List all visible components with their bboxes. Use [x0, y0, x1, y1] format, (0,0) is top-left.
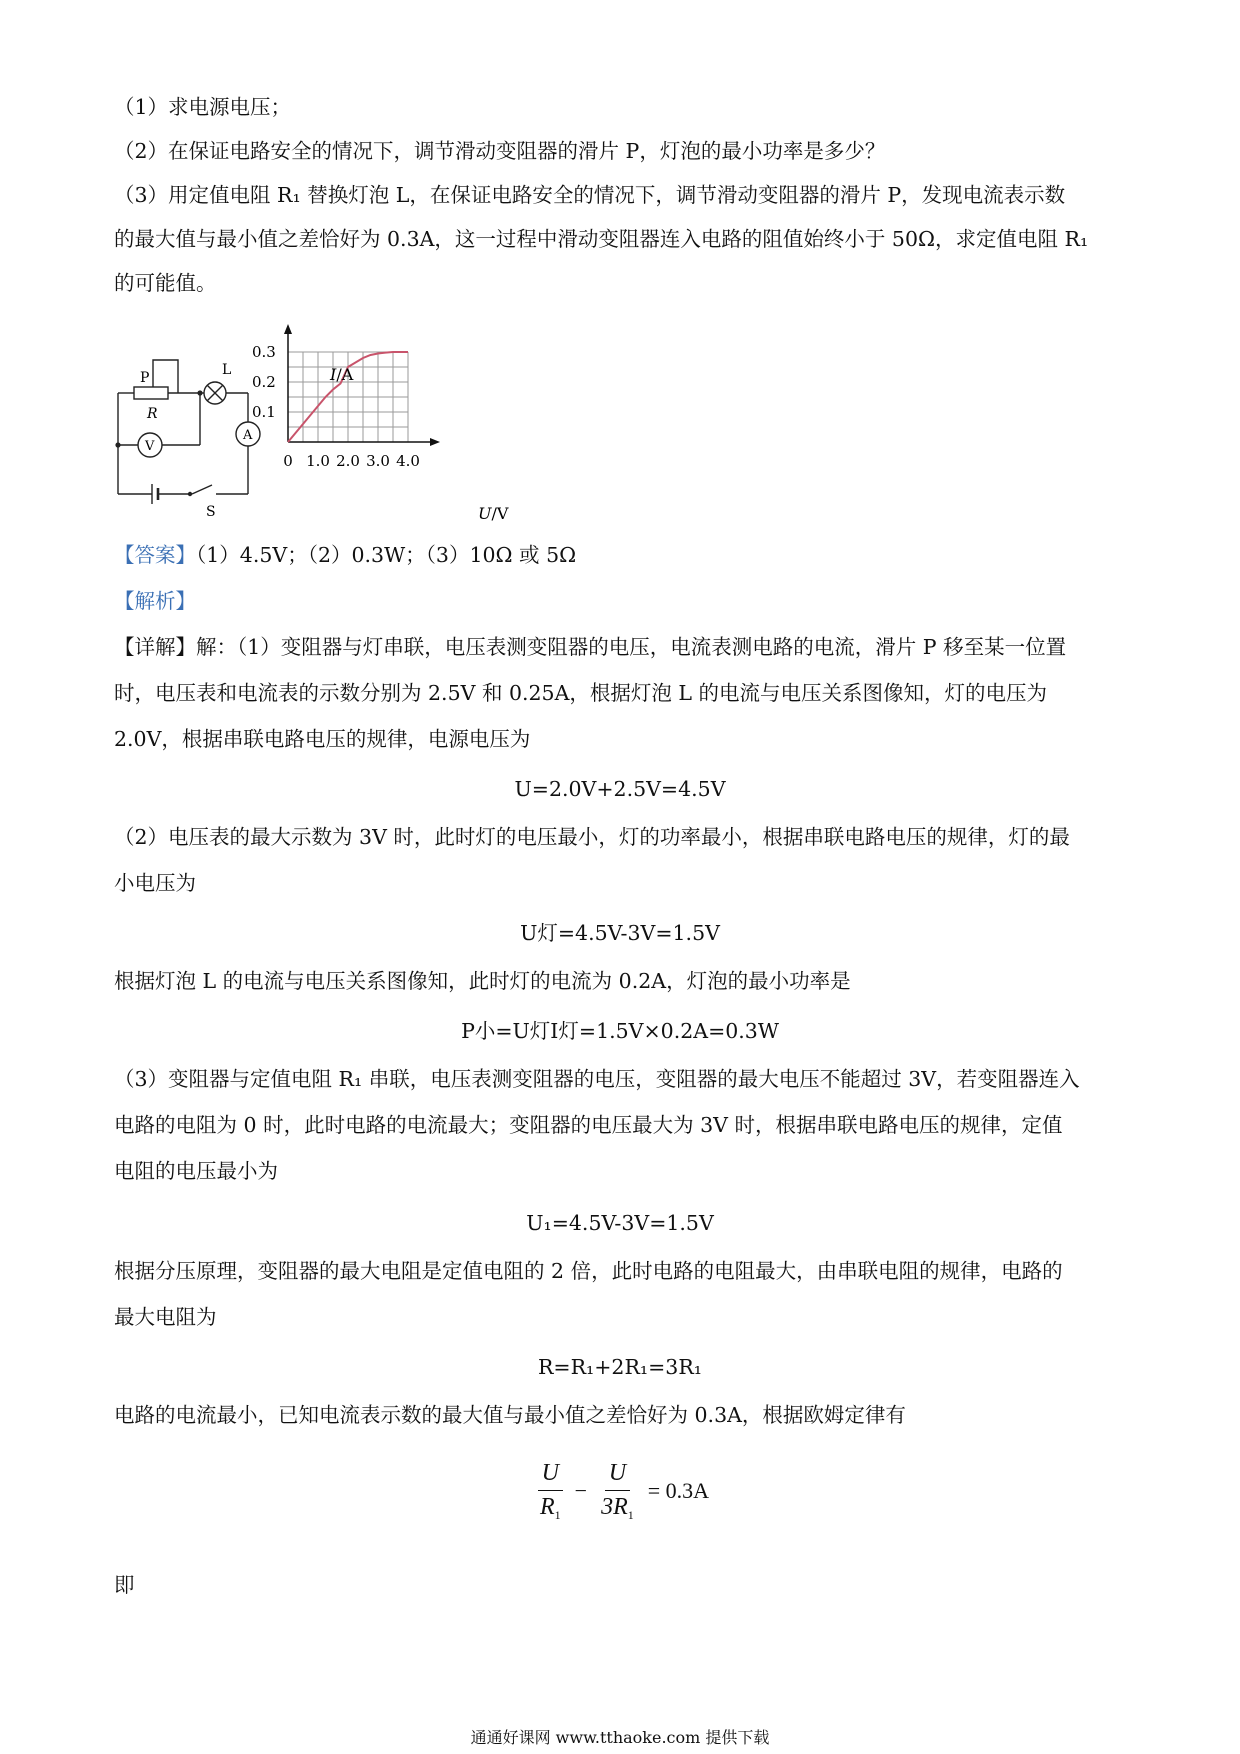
- equation-4: U₁=4.5V-3V=1.5V: [526, 1211, 714, 1235]
- answer-tag: 【答案】: [114, 543, 196, 567]
- x-tick-label: 2.0: [336, 452, 360, 470]
- question-1: （1）求电源电压；: [114, 95, 292, 119]
- label-r: R: [147, 406, 158, 422]
- detail-line-8: 电路的电阻为 0 时，此时电路的电流最大；变阻器的电压最大为 3V 时，根据串联电路电压的规律，定值: [114, 1113, 1063, 1137]
- x-axis-arrow: [430, 438, 440, 446]
- label-v: V: [145, 439, 155, 454]
- y-tick-label: 0.1: [252, 403, 276, 421]
- fraction-1: [536, 1460, 565, 1521]
- y-tick-label: 0.2: [252, 373, 276, 391]
- detail-line-12: 电路的电流最小，已知电流表示数的最大值与最小值之差恰好为 0.3A，根据欧姆定律有: [114, 1403, 906, 1427]
- equation-1: U=2.0V+2.5V=4.5V: [514, 777, 726, 801]
- label-p: P: [140, 370, 150, 386]
- chart-ticks: [252, 343, 420, 470]
- fraction-2-denominator: 3R: [601, 1494, 628, 1520]
- answer-line: [114, 540, 1125, 570]
- detail-line-13: 即: [114, 1573, 135, 1597]
- page-footer: 通通好课网 www.tthaoke.com 提供下载: [470, 1728, 770, 1747]
- fraction-1-denominator: R: [540, 1494, 555, 1520]
- y-tick-label: 0.3: [252, 343, 276, 361]
- i-u-chart: [252, 343, 522, 523]
- detail-line-11: 最大电阻为: [114, 1305, 217, 1329]
- equation-2: U灯=4.5V-3V=1.5V: [520, 921, 720, 945]
- fraction-2-subscript: 1: [627, 1508, 634, 1522]
- label-l: L: [222, 362, 232, 378]
- rheostat-body: [134, 387, 168, 399]
- equation-6: [532, 1460, 715, 1521]
- detail-line-9: 电阻的电压最小为: [114, 1159, 278, 1183]
- detail-line-2: 时，电压表和电流表的示数分别为 2.5V 和 0.25A，根据灯泡 L 的电流与电压关系图像知，灯的电压为: [114, 681, 1048, 705]
- answer-text: （1）4.5V；（2）0.3W；（3）10Ω 或 5Ω: [196, 543, 577, 567]
- detail-tag: 【详解】: [114, 635, 196, 659]
- label-a: A: [243, 428, 253, 443]
- fraction-2-numerator: U: [605, 1460, 630, 1491]
- minus-sign: −: [574, 1477, 588, 1503]
- x-tick-label: 1.0: [306, 452, 330, 470]
- chart-axes: [284, 324, 440, 446]
- fraction-1-subscript: 1: [554, 1508, 561, 1522]
- detail-line-1: [114, 632, 1125, 662]
- x-tick-label: 4.0: [396, 452, 420, 470]
- detail-line-7: （3）变阻器与定值电阻 R₁ 串联，电压表测变阻器的电压，变阻器的最大电压不能超过 3V，若变阻器连入: [114, 1067, 1080, 1091]
- label-s: S: [206, 504, 216, 520]
- detail-line-6: 根据灯泡 L 的电流与电压关系图像知，此时灯的电流为 0.2A，灯泡的最小功率是: [114, 969, 851, 993]
- equation-6-rhs: = 0.3A: [647, 1477, 710, 1503]
- detail-line-4: （2）电压表的最大示数为 3V 时，此时灯的电压最小，灯的功率最小，根据串联电路电压的规律，灯的最: [114, 825, 1070, 849]
- question-2: （2）在保证电路安全的情况下，调节滑动变阻器的滑片 P，灯泡的最小功率是多少？: [114, 139, 886, 163]
- detail-line-3: 2.0V，根据串联电路电压的规律，电源电压为: [114, 727, 531, 751]
- x-axis-label: U/V: [478, 504, 509, 523]
- question-3-line-2: 的最大值与最小值之差恰好为 0.3A，这一过程中滑动变阻器连入电路的阻值始终小于 50Ω，求定值电阻 R₁: [114, 227, 1089, 251]
- analysis-line: [114, 586, 1125, 616]
- fraction-2: [597, 1460, 638, 1521]
- y-axis-arrow: [284, 324, 292, 334]
- x-tick-label: 0: [283, 452, 293, 470]
- question-3-line-1: （3）用定值电阻 R₁ 替换灯泡 L，在保证电路安全的情况下，调节滑动变阻器的滑片 P，发现电流表示数: [114, 183, 1066, 207]
- detail-text-1: 解：（1）变阻器与灯串联，电压表测变阻器的电压，电流表测电路的电流，滑片 P 移至某一位置: [196, 635, 1067, 659]
- y-axis-label: I/A: [330, 365, 354, 384]
- equation-3: P小=U灯I灯=1.5V×0.2A=0.3W: [461, 1019, 779, 1043]
- circuit-diagram: [112, 346, 272, 520]
- analysis-tag: 【解析】: [114, 589, 196, 613]
- equation-5: R=R₁+2R₁=3R₁: [537, 1355, 702, 1379]
- x-tick-label: 3.0: [366, 452, 390, 470]
- detail-line-5: 小电压为: [114, 871, 196, 895]
- question-3-line-3: 的可能值。: [114, 271, 217, 295]
- fraction-1-numerator: U: [538, 1460, 563, 1491]
- detail-line-10: 根据分压原理，变阻器的最大电阻是定值电阻的 2 倍，此时电路的电阻最大，由串联电阻的规律，电路的: [114, 1259, 1063, 1283]
